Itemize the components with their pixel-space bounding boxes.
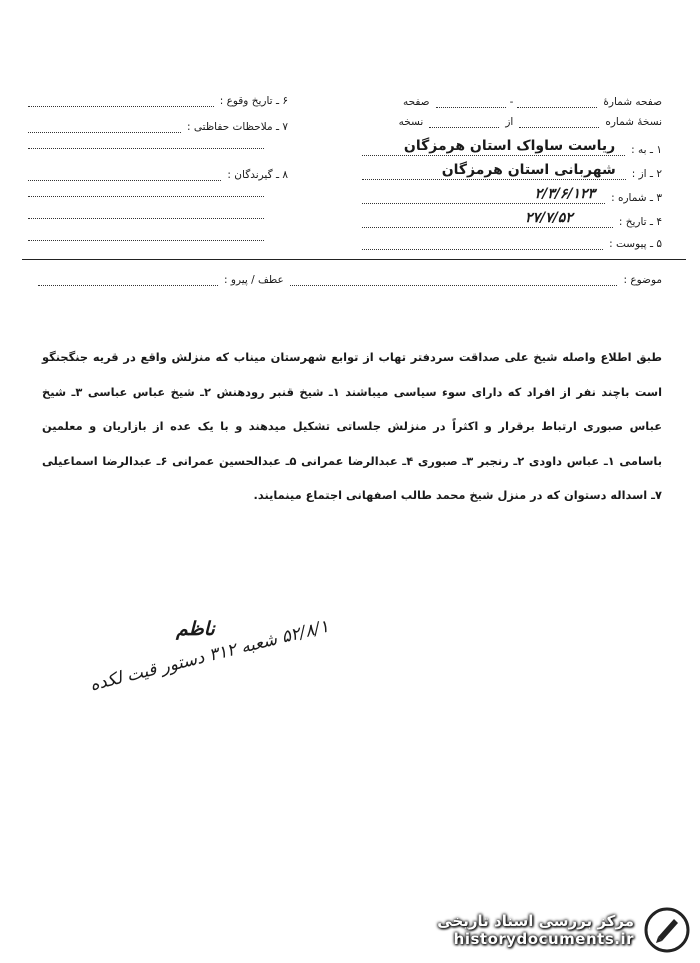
attachment-row: [362, 228, 662, 250]
recipients-label: ۸ ـ گیرندگان :: [227, 169, 288, 181]
event-date-row: [28, 94, 288, 107]
to-label: ۱ ـ به :: [631, 144, 662, 156]
watermark-title: مرکز بررسی اسناد تاریخی: [437, 912, 634, 930]
date-row: [362, 206, 662, 228]
to-row: [362, 134, 662, 156]
from-label: ۲ ـ از :: [631, 168, 662, 180]
from-row: [362, 158, 662, 180]
attachment-label: ۵ ـ پیوست :: [609, 238, 662, 250]
date-label: ۴ ـ تاریخ :: [618, 216, 662, 228]
handwritten-annotation: ۵۲/۸/۱ شعبه ۳۱۲ دستور قیت لکده: [88, 616, 331, 696]
number-value: ۲/۳/۶/۱۲۳: [534, 186, 596, 202]
copy-number-label: نسخهٔ شماره: [605, 116, 662, 128]
copy-number-row: [362, 106, 662, 128]
page-number-label: صفحه شمارهٔ: [603, 96, 662, 108]
date-value: ۲۷/۷/۵۲: [525, 210, 573, 226]
number-row: [362, 182, 662, 204]
watermark-logo: [437, 907, 690, 953]
to-value: ریاست ساواک استان هرمزگان: [403, 138, 616, 154]
page-of-label: صفحه: [402, 96, 430, 108]
recipients-row: [28, 168, 288, 181]
copy-unit-label: نسخه: [398, 116, 424, 128]
subject-row: [38, 268, 662, 286]
copy-from-label: از: [505, 116, 514, 128]
number-label: ۳ ـ شماره :: [611, 192, 662, 204]
event-date-label: ۶ ـ تاریخ وقوع :: [219, 95, 288, 107]
from-value: شهربانی استان هرمزگان: [441, 162, 616, 178]
archive-emblem-icon: [644, 907, 690, 953]
security-notes-row: [28, 120, 288, 133]
letter-body: طبق اطلاع واصله شیخ علی صداقت سردفتر تهاب از توابع شهرستان میناب که منزلش واقع در قریه جنگجنگو است باچند نفر از افراد که دارای سوء سیاسی میباشند ۱ـ شیخ قنبر رودهنش ۲ـ شیخ عباس عباسی ۳ـ شیخ عباس صبوری ارتباط برقرار و اکثراً در منزلش جلساتی تشکیل میدهند و با یک عده از بازاریان و معلمین باسامی ۱ـ عباس داودی ۲ـ رنجبر ۳ـ صبوری ۴ـ عبدالرضا عمرانی ۵ـ عبدالحسین عمرانی ۶ـ عبدالرضا اسماعیلی ۷ـ اسداله دستوان که در منزل شیخ محمد طالب اصفهانی اجتماع مینمایند.: [42, 350, 662, 502]
page-number-row: صفحه شمارهٔ - صفحه: [362, 86, 662, 108]
signature-note: ناظم: [176, 618, 215, 640]
header-divider: [22, 259, 686, 260]
subject-label: موضوع :: [623, 274, 662, 286]
reference-label: عطف / پیرو :: [224, 274, 284, 286]
security-notes-label: ۷ ـ ملاحظات حفاظتی :: [187, 121, 288, 133]
watermark-url: historydocuments.ir: [453, 930, 634, 948]
